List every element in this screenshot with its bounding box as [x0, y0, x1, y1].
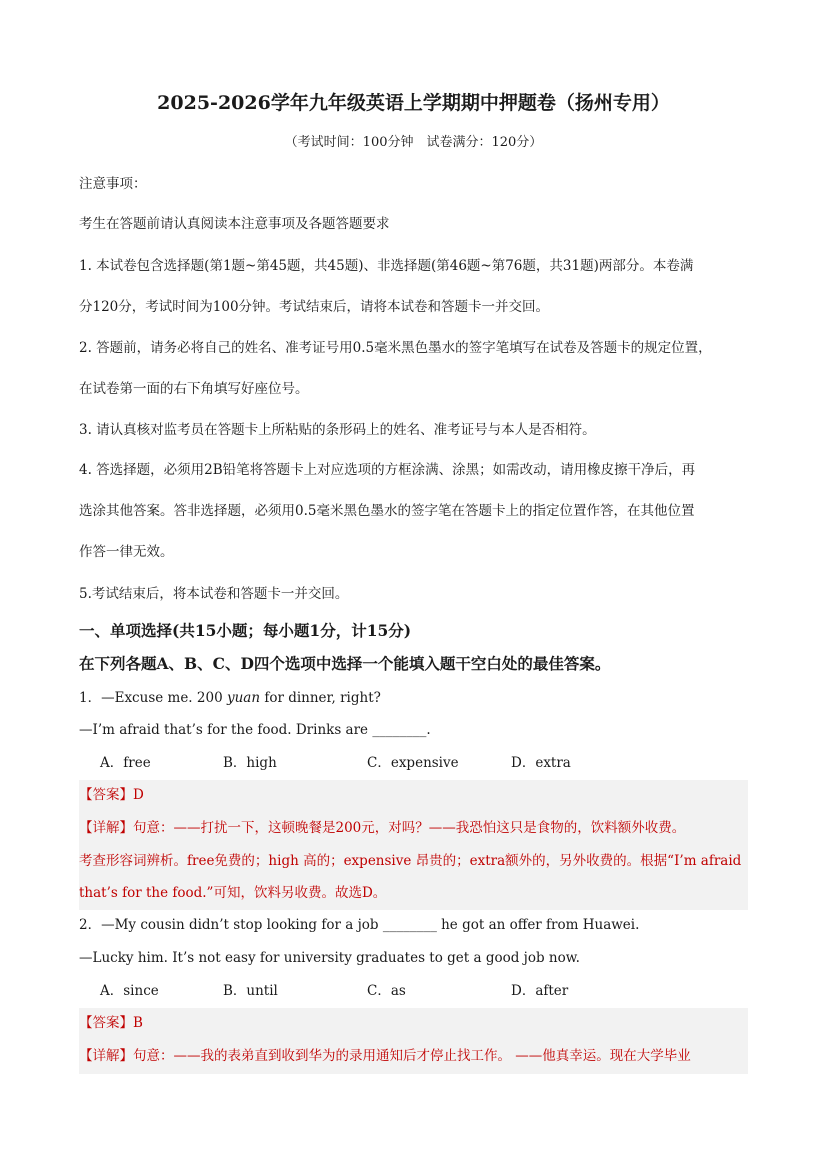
exam-time-subtitle: （考试时间：100分钟 试卷满分：120分） [284, 135, 543, 150]
notice-line: 1. 本试卷包含选择题(第1题~第45题，共45题)、非选择题(第46题~第76题，共31题)两部分。本卷满 [79, 258, 694, 274]
notice-line: 分120分，考试时间为100分钟。考试结束后，请将本试卷和答题卡一并交回。 [79, 299, 550, 315]
answer-detail: 【详解】句意：——打扰一下，这顿晚餐是200元，对吗？——我恐怕这只是食物的，饮料额外收费。 [79, 820, 686, 836]
option-c: C．expensive [367, 755, 459, 771]
option-d: D．after [511, 983, 569, 999]
option-a: A．since [100, 983, 159, 999]
option-b: B．until [223, 983, 278, 999]
notice-line: 在试卷第一面的右下角填写好座位号。 [79, 381, 309, 397]
notice-heading: 注意事项： [79, 176, 147, 192]
notice-line: 2. 答题前，请务必将自己的姓名、准考证号用0.5毫米黑色墨水的签字笔填写在试卷及答题卡的规定位置， [79, 340, 712, 356]
answer-label: 【答案】D [79, 787, 144, 803]
option-b: B．high [223, 755, 277, 771]
section-instruction: 在下列各题A、B、C、D四个选项中选择一个能填入题干空白处的最佳答案。 [79, 654, 611, 673]
question-1-line-2: —I’m afraid that’s for the food. Drinks are ________. [79, 722, 431, 738]
answer-detail: 考查形容词辨析。free免费的；high 高的；expensive 昂贵的；extra额外的，另外收费的。根据“I’m afraid [79, 853, 742, 869]
notice-intro: 考生在答题前请认真阅读本注意事项及各题答题要求 [79, 216, 390, 232]
notice-line: 作答一律无效。 [79, 544, 174, 560]
page-title: 2025-2026学年九年级英语上学期期中押题卷（扬州专用） [157, 92, 670, 114]
option-a: A．free [100, 755, 151, 771]
notice-line: 选涂其他答案。答非选择题，必须用0.5毫米黑色墨水的签字笔在答题卡上的指定位置作答，在其他位置 [79, 503, 695, 519]
question-2-line-1: 2．—My cousin didn’t stop looking for a job ________ he got an offer from Huawei. [79, 917, 640, 933]
option-d: D．extra [511, 755, 571, 771]
notice-line: 5.考试结束后，将本试卷和答题卡一并交回。 [79, 586, 349, 602]
option-c: C．as [367, 983, 406, 999]
question-2-line-2: —Lucky him. It’s not easy for university graduates to get a good job now. [79, 950, 580, 966]
notice-line: 3. 请认真核对监考员在答题卡上所粘贴的条形码上的姓名、准考证号与本人是否相符。 [79, 422, 596, 438]
answer-detail: 【详解】句意：——我的表弟直到收到华为的录用通知后才停止找工作。 ——他真幸运。现在大学毕业 [79, 1048, 691, 1064]
section-heading: 一、单项选择(共15小题；每小题1分，计15分) [79, 621, 412, 640]
question-1-line-1: 1．—Excuse me. 200 yuan for dinner, right? [79, 690, 381, 706]
answer-detail: that’s for the food.”可知，饮料另收费。故选D。 [79, 885, 387, 901]
notice-line: 4. 答选择题，必须用2B铅笔将答题卡上对应选项的方框涂满、涂黑；如需改动，请用橡皮擦干净后，再 [79, 462, 696, 478]
answer-label: 【答案】B [79, 1015, 143, 1031]
